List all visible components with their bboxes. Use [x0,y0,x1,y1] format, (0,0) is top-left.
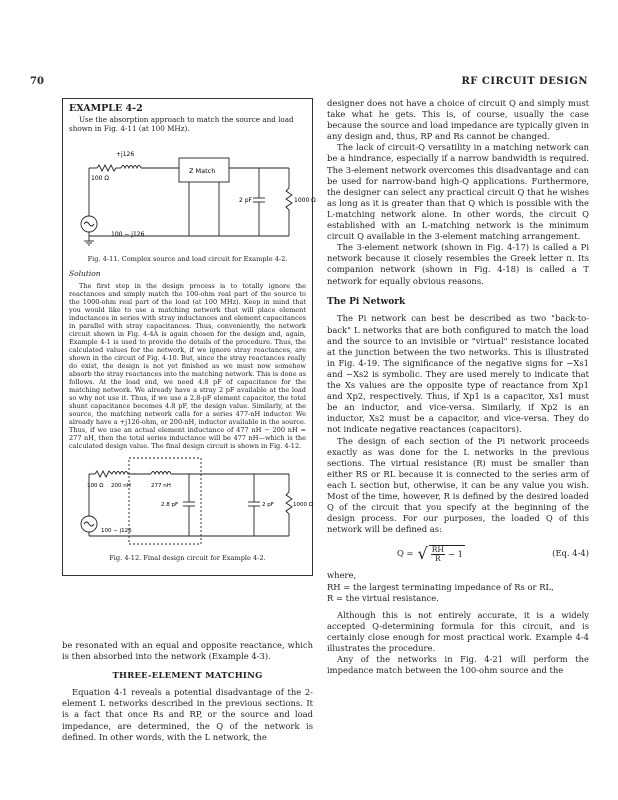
sqrt-symbol: √ [417,544,428,564]
example-box [62,98,316,576]
fig2-label-src: 100 − j126 [101,528,132,535]
right-p4: The Pi network can best be described as two "back-to-back" L networks that are both configured to match the load and the source to an invisible or "virtual" resistance located at the junction between the two networks. This is illustrated in Fig. 4-19. The significance of the negative signs for −Xs1 and −Xs2 is symbolic. They are used merely to indicate that the Xs values are the opposite type of reactance from Xp1 and Xp2, respectively. Thus, if Xp1 is a capacitor, Xs1 must be an inductor, and vice-versa. Similarly, if Xp2 is an inductor, Xs2 must be a capacitor, and vice-versa. They do not indicate negative reactances (capacitors). [327,313,589,435]
subheading-pi-network: The Pi Network [327,296,406,307]
right-p3: The 3-element network (shown in Fig. 4-17) is called a Pi network because it closely resembles the Greek letter π. Its companion network (shown in Fig. 4-18) is called a T network for equally obvious reasons. [327,242,589,286]
eq-minus: − 1 [447,548,463,559]
fig2-label-277nh: 277 nH [151,483,171,490]
eq-radicand [429,545,465,564]
fig2-label-100: 100 Ω [87,483,104,490]
left-continuation: be resonated with an equal and opposite reactance, which is then absorbed into the network (Example 4-3). [62,640,313,662]
example-title: EXAMPLE 4-2 [69,103,143,114]
running-title: RF CIRCUIT DESIGN [461,76,588,87]
circuit-diagram-4-12 [69,454,313,549]
page-number: 70 [30,76,44,87]
fig1-label-zmatch: Z Match [189,166,216,175]
solution-heading: Solution [69,269,101,279]
figure-4-11 [69,138,316,264]
fig2-label-28pf: 2.8 pF [161,502,179,509]
left-column [62,98,316,576]
right-column [327,98,589,676]
fig1-label-100: 100 Ω [91,174,109,182]
definition-rh: RH = the largest terminating impedance of Rs or RL, [327,581,554,592]
definition-r: R = the virtual resistance. [327,592,439,603]
right-p2: The lack of circuit-Q versatility in a matching network can be a hindrance, especially if a narrow bandwidth is required. The 3-element network overcomes this disadvantage and can be used for narrow-band high-Q applications. Furthermore, the designer can select any practical circuit Q that he wishes as long as it is greater than that Q which is possible with the L-matching network alone. In other words, the circuit Q established with an L-matching network is the minimum circuit Q available in the 3-element matching arrangement. [327,142,589,242]
figure-4-12 [69,454,313,563]
right-p1: designer does not have a choice of circuit Q and simply must take what he gets. This is, of course, usually the case because the source and load impedance are typically given in any design and, thus, RP and Rs cannot be changed. [327,98,589,142]
section-heading-three-element: THREE-ELEMENT MATCHING [112,670,263,681]
fig1-label-2pf: 2 pF [239,196,252,204]
figure-4-12-caption: Fig. 4-12. Final design circuit for Example 4-2. [109,554,266,563]
fig2-label-1000: 1000 Ω [293,502,313,509]
fig1-label-src: 100 − j126 [111,230,145,238]
right-p6: Although this is not entirely accurate, it is a widely accepted Q-determining formula for this circuit, and is certainly close enough for most practical work. Example 4-4 illustrates the procedure. [327,609,589,654]
eq-lhs: Q = [397,548,414,559]
equation-math [397,543,465,564]
right-p5: The design of each section of the Pi network proceeds exactly as was done for the L networks in the previous sections. The virtual resistance (R) must be smaller than either RS or RL because it is connected to the series arm of each L section but, otherwise, it can be any value you wish. Most of the time, however, R is defined by the desired loaded Q of the circuit that you specify at the beginning of the design process. For our purposes, the loaded Q of this network will be defined as: [327,435,589,535]
fig1-label-j126: +j126 [116,150,135,158]
eq-numerator: RH [431,544,444,554]
fig2-label-200nh: 200 nH [111,483,131,490]
example-intro: Use the absorption approach to match the source and load shown in Fig. 4-11 (at 100 MHz). [69,115,294,133]
left-body [62,640,313,743]
right-p7: Any of the networks in Fig. 4-21 will perform the impedance match between the 100-ohm source and the [327,654,589,676]
eq-denominator: R [435,553,441,563]
eq-label: (Eq. 4-4) [552,548,589,559]
where-label: where, [327,570,357,581]
equation-4-4 [327,543,589,564]
left-paragraph: Equation 4-1 reveals a potential disadvantage of the 2-element L networks described in the previous sections. It is a fact that once Rs and RP, or the source and load impedance, are determined, the Q of the network is defined. In other words, with the L network, the [62,687,313,742]
circuit-diagram-4-11 [69,138,316,250]
figure-4-11-caption: Fig. 4-11. Complex source and load circuit for Example 4-2. [87,254,288,263]
fig2-label-2pf: 2 pF [262,502,274,509]
fig1-label-1000: 1000 Ω [294,196,316,204]
solution-text: The first step in the design process is to totally ignore the reactances and simply match the 100-ohm real part of the source to the 1000-ohm real part of the load (at 100 MHz). Keep in mind that you would like to use a matching network that will place element inductances in series with stray inductances and element capacitances in parallel with stray capacitances. Thus, conveniently, the network circuit shown in Fig. 4-4A is again chosen for the design and, again, Example 4-1 is used to provide the details of the procedure. Thus, the calculated values for the network, if we ignore stray reactances, are shown in the circuit of Fig. 4-10. But, since the stray reactances really do exist, the design is not yet finished as we must now somehow absorb the stray reactances into the matching network. This is done as follows. At the load end, we need 4.8 pF of capacitance for the matching network. We already have a stray 2 pF available at the load so why not use it. Thus, if we use a 2.8-pF element capacitor, the total shunt capacitance becomes 4.8 pF, the design value. Similarly, at the source, the matching network calls for a series 477-nH inductor. We already have a +j126-ohm, or 200-nH, inductor available in the source. Thus, if we use an actual element inductance of 477 nH − 200 nH = 277 nH, then the total series inductance will be 477 nH—which is the calculated design value. The final design circuit is shown in Fig. 4-12. [69,282,306,451]
